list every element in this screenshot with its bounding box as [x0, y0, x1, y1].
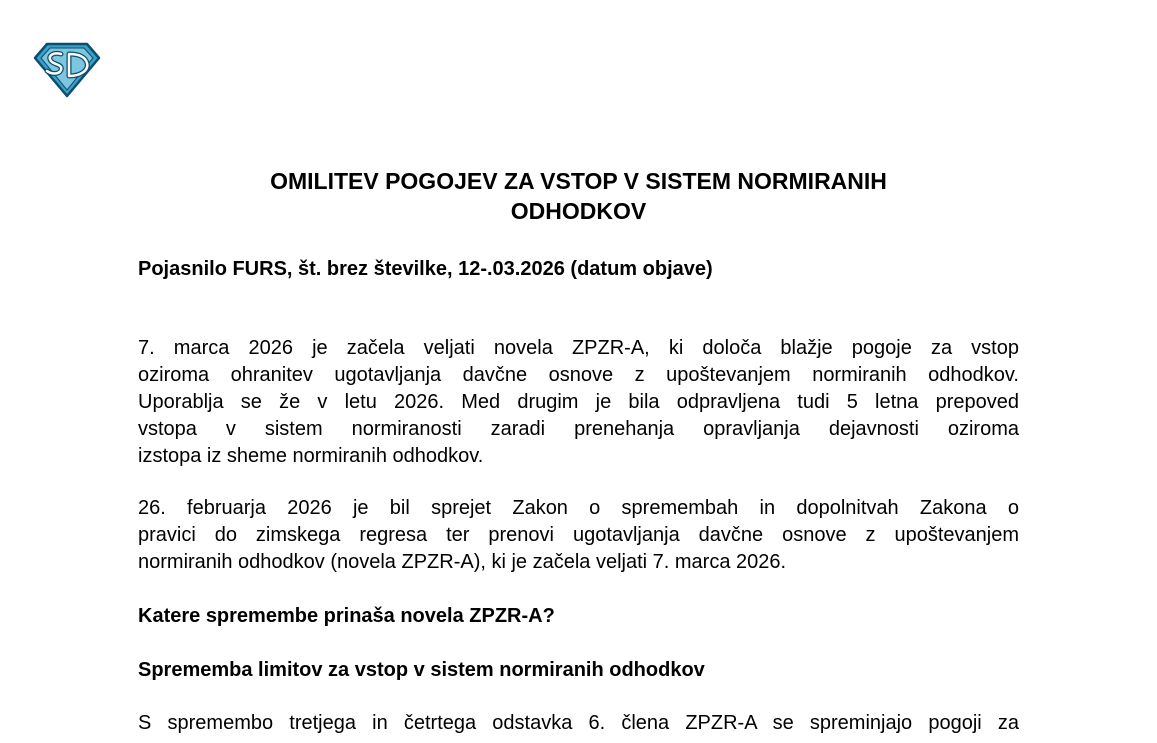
company-logo: [31, 40, 103, 100]
paragraph-1: [138, 335, 1019, 470]
paragraph-line: 26. februarja 2026 je bil sprejet Zakon o spremembah in dopolnitvah Zakona o: [138, 497, 1019, 519]
paragraph-2: [138, 495, 1019, 576]
section-heading-1: Katere spremembe prinaša novela ZPZR-A?: [138, 605, 555, 627]
paragraph-line: oziroma ohranitev ugotavljanja davčne osnove z upoštevanjem normiranih odhodkov.: [138, 364, 1019, 386]
paragraph-line: vstopa v sistem normiranosti zaradi prenehanja opravljanja dejavnosti oziroma: [138, 418, 1019, 440]
document-subtitle: Pojasnilo FURS, št. brez številke, 12-.03.2026 (datum objave): [138, 258, 713, 280]
title-line-2: ODHODKOV: [510, 198, 647, 224]
paragraph-line: S spremembo tretjega in četrtega odstavka 6. člena ZPZR-A se spreminjajo pogoji za: [138, 712, 1019, 734]
paragraph-line: 7. marca 2026 je začela veljati novela ZPZR-A, ki določa blažje pogoje za vstop: [138, 337, 1019, 359]
section-heading-2: Sprememba limitov za vstop v sistem normiranih odhodkov: [138, 659, 705, 681]
paragraph-line: pravici do zimskega regresa ter prenovi ugotavljanja davčne osnove z upoštevanjem: [138, 524, 1019, 546]
paragraph-line: normiranih odhodkov (novela ZPZR-A), ki je začela veljati 7. marca 2026.: [138, 551, 787, 573]
document-title: [138, 166, 1019, 226]
paragraph-line: izstopa iz sheme normiranih odhodkov.: [138, 445, 484, 467]
paragraph-line: Uporablja se že v letu 2026. Med drugim je bila odpravljena tudi 5 letna prepoved: [138, 391, 1019, 413]
title-line-1: OMILITEV POGOJEV ZA VSTOP V SISTEM NORMIRANIH: [270, 168, 887, 194]
paragraph-3: [138, 710, 1019, 737]
